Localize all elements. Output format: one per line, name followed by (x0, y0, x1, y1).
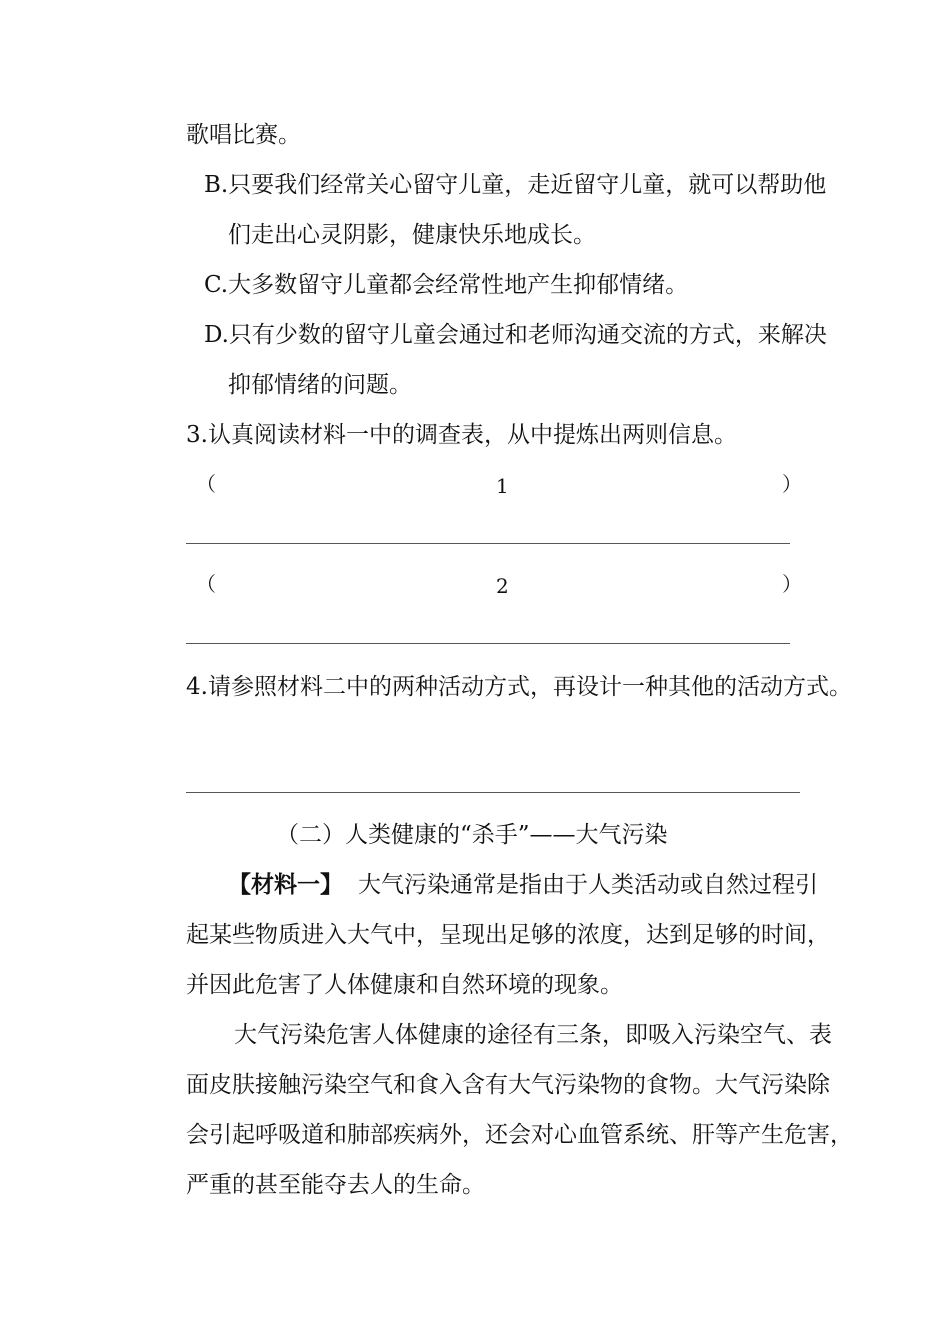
blank-1-open-paren: （ (196, 472, 216, 496)
blank-2-close-paren: ） (782, 572, 802, 596)
option-b-line2: 们走出心灵阴影，健康快乐地成长。 (228, 222, 596, 248)
option-d-line2: 抑郁情绪的问题。 (228, 372, 412, 398)
paragraph-1-line-1: 大气污染通常是指由于人类活动或自然过程引 (358, 872, 818, 898)
blank-1-close-paren: ） (782, 472, 802, 496)
paragraph-1-line-3: 并因此危害了人体健康和自然环境的现象。 (186, 972, 623, 998)
blank-2-number: 2 (496, 574, 509, 598)
section-title: （二）人类健康的“杀手”——大气污染 (276, 822, 668, 848)
paragraph-2-line-3: 会引起呼吸道和肺部疾病外，还会对心血管系统、肝等产生危害， (186, 1122, 853, 1148)
paragraph-2-line-1: 大气污染危害人体健康的途径有三条，即吸入污染空气、表 (234, 1022, 832, 1048)
blank-2-open-paren: （ (196, 572, 216, 596)
question-4: 4.请参照材料二中的两种活动方式，再设计一种其他的活动方式。 (186, 674, 852, 700)
option-c: C.大多数留守儿童都会经常性地产生抑郁情绪。 (204, 272, 689, 298)
paragraph-2-line-2: 面皮肤接触污染空气和食入含有大气污染物的食物。大气污染除 (186, 1072, 830, 1098)
blank-1-number: 1 (496, 474, 509, 498)
answer-line-1[interactable] (186, 543, 790, 544)
option-b-line1: B.只要我们经常关心留守儿童，走近留守儿童，就可以帮助他 (204, 172, 827, 198)
option-d-line1: D.只有少数的留守儿童会通过和老师沟通交流的方式，来解决 (204, 322, 827, 348)
material-label: 【材料一】 (228, 871, 343, 898)
answer-line-2[interactable] (186, 643, 790, 644)
answer-line-3[interactable] (186, 792, 800, 793)
paragraph-1-line-2: 起某些物质进入大气中，呈现出足够的浓度，达到足够的时间， (186, 922, 830, 948)
material-one-label (228, 870, 343, 900)
paragraph-2-line-4: 严重的甚至能夺去人的生命。 (186, 1172, 485, 1198)
question-3: 3.认真阅读材料一中的调查表，从中提炼出两则信息。 (186, 422, 737, 448)
q2-continuation: 歌唱比赛。 (186, 122, 301, 148)
